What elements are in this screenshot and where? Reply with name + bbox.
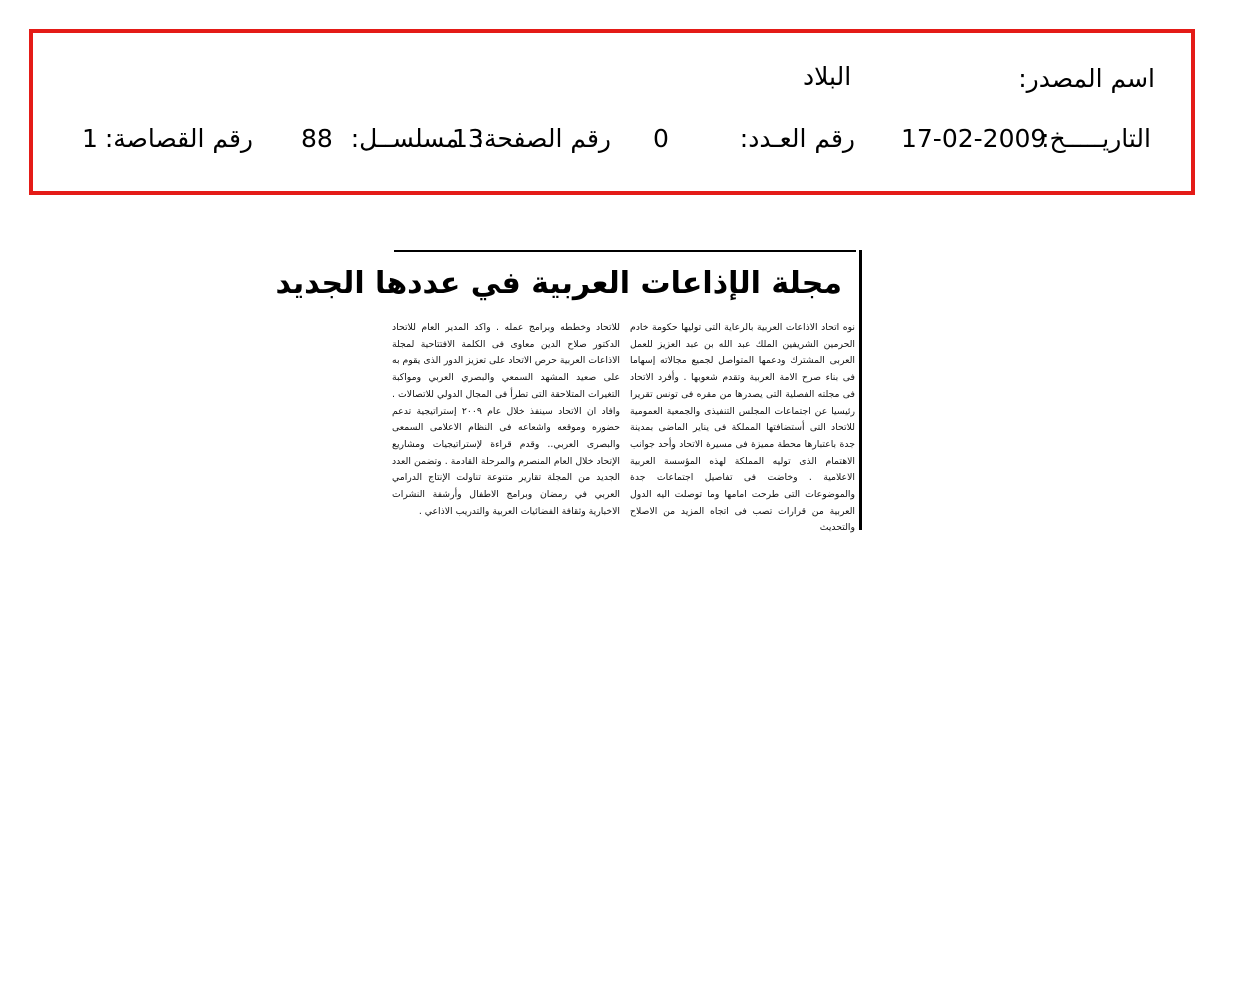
date-label: التاريـــــخ: [1041, 124, 1151, 153]
date-value: 17-02-2009 [901, 124, 1047, 153]
source-value: البلاد [803, 62, 852, 91]
article-column-left [392, 320, 620, 520]
issue-label: رقم العـدد: [739, 124, 855, 153]
article-headline: مجلة الإذاعات العربية في عددها الجديد [275, 266, 842, 301]
clipping-metadata-box [29, 29, 1195, 195]
page-value: 13 [452, 124, 484, 153]
serial-label: مسلســل: [350, 124, 459, 153]
serial-value: 88 [301, 124, 333, 153]
newspaper-clipping [275, 250, 864, 540]
top-rule [394, 250, 856, 252]
source-label: اسم المصدر: [1018, 64, 1155, 93]
article-column-right-text: نوه اتحاد الاذاعات العربية بالرعاية التى توليها حكومة خادم الحرمين الشريفين الملك عبد الله بن عبد العزيز للعمل العربى المشترك ودعمها المتواصل لجميع مجالاته إسهاما فى بناء صرح الامة العربية وتقدم شعوبها . وأفرد الاتحاد فى مجلته الفصلية التى يصدرها من مقره فى تونس تقريرا رئيسيا عن اجتماعات المجلس التنفيذى والجمعية العمومية للاتحاد التى أستضافتها المملكة فى يناير الماضى بمدينة جدة باعتبارها محطة مميزة فى مسيرة الاتحاد وأحد جوانب الاهتمام الذى توليه المملكة لهذه المؤسسة العربية الاعلامية . وخاضت فى تفاصيل اجتماعات جدة والموضوعات التى طرحت امامها وما توصلت اليه الدول العربية من قرارات تصب فى اتجاه المزيد من الاصلاح والتحديث [630, 322, 855, 534]
article-column-right [630, 320, 855, 537]
article-column-left-text: للاتحاد وخططه وبرامج عمله . واكد المدير العام للاتحاد الدكتور صلاح الدين معاوى فى الكلمة الافتتاحية لمجلة الاذاعات العربية حرص الاتحاد على تعزيز الدور الذى يقوم به على صعيد المشهد السمعي والبصري العربي ومواكبة التغيرات المتلاحقة التى تطرأ فى المجال الدولي للاتصالات . وافاد ان الاتحاد سينفذ خلال عام ٢٠٠٩ إستراتيجية تدعم حضوره وموقعه واشعاعه فى النظام الاعلامى السمعى والبصرى العربي.. وقدم قراءة لإستراتيجيات ومشاريع الإتحاد خلال العام المنصرم والمرحلة القادمة . وتضمن العدد الجديد من المجلة تقارير متنوعة تناولت الإنتاج الدرامي العربي في رمضان وبرامج الاطفال وأرشفة النشرات الاخبارية وثقافة الفضائيات العربية والتدريب الاذاعي . [392, 322, 621, 517]
clip-number-value: 1 [82, 124, 98, 153]
issue-value: 0 [653, 124, 669, 153]
page-label: رقم الصفحة: [475, 124, 611, 153]
side-rule [859, 250, 862, 530]
clip-number-label: رقم القصاصة: [104, 124, 253, 153]
